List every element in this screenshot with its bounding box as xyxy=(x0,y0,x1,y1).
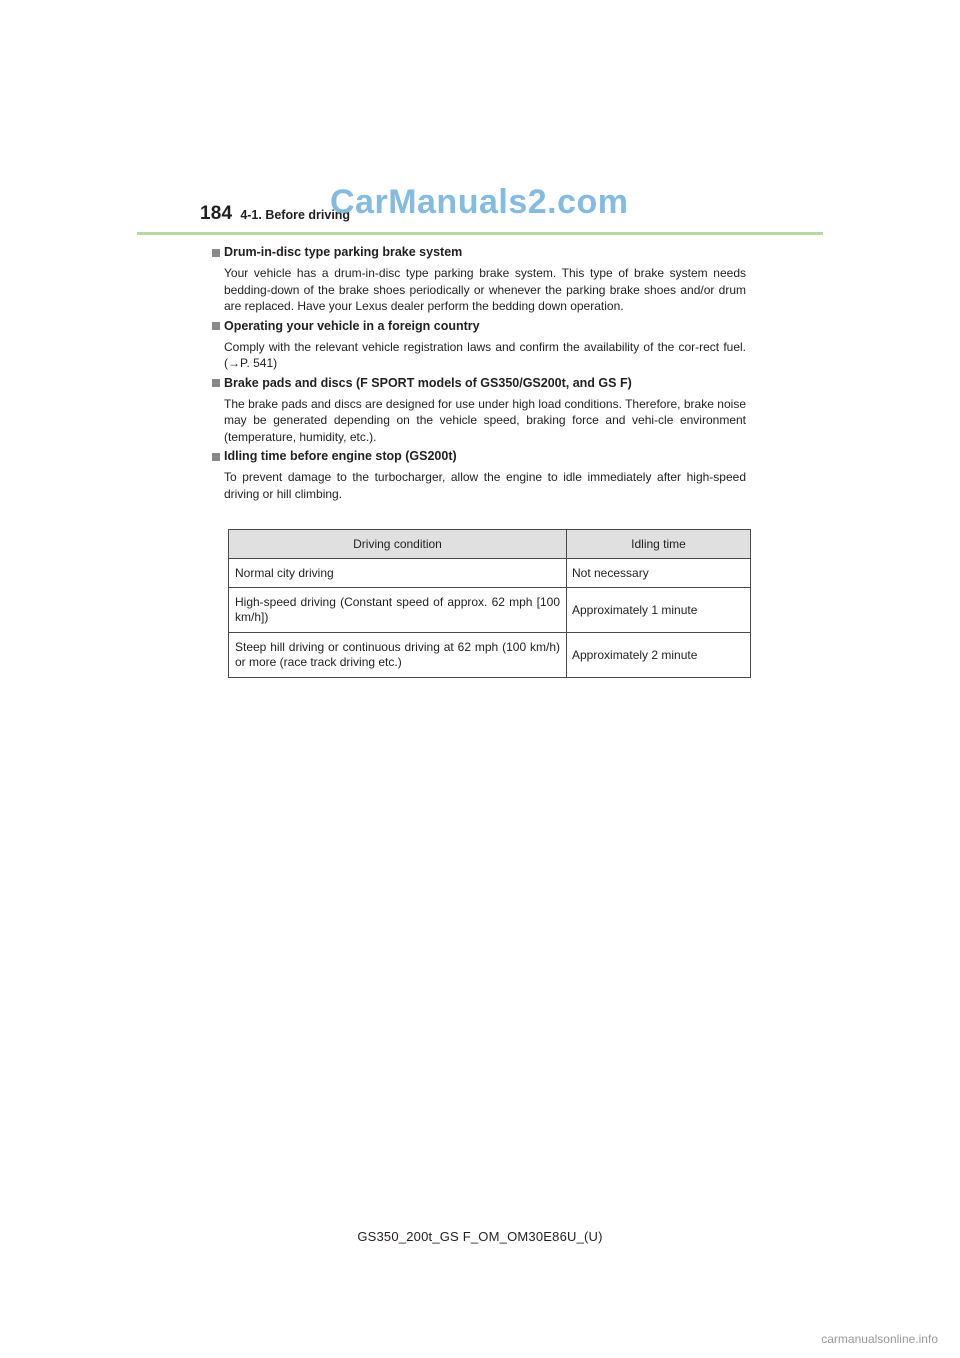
table-header-row xyxy=(229,530,751,559)
bullet-square-icon xyxy=(212,322,220,330)
table-row xyxy=(229,559,751,588)
section-parking-brake xyxy=(212,244,746,315)
table-row xyxy=(229,633,751,678)
page-header xyxy=(200,203,350,225)
table-cell: High-speed driving (Constant speed of approx. 62 mph [100 km/h]) xyxy=(229,588,567,633)
main-content xyxy=(212,244,746,505)
table-cell: Not necessary xyxy=(567,559,751,588)
section-idling-time xyxy=(212,448,746,502)
section-title: Idling time before engine stop (GS200t) xyxy=(224,449,457,463)
table-cell: Approximately 1 minute xyxy=(567,588,751,633)
section-body: To prevent damage to the turbocharger, allow the engine to idle immediately after high-speed driving or hill climbing. xyxy=(224,470,746,501)
section-body: The brake pads and discs are designed for use under high load conditions. Therefore, brake noise may be generated depending on the vehicle speed, braking force and vehi-cle environment (temperature, humidity, etc.). xyxy=(224,396,746,444)
bullet-square-icon xyxy=(212,249,220,257)
table-row xyxy=(229,588,751,633)
chapter-title: 4-1. Before driving xyxy=(240,208,351,222)
document-code: GS350_200t_GS F_OM_OM30E86U_(U) xyxy=(357,1229,603,1244)
header-divider xyxy=(137,232,823,235)
section-title: Brake pads and discs (F SPORT models of GS350/GS200t, and GS F) xyxy=(224,375,632,390)
page-number: 184 xyxy=(200,203,233,224)
watermark-logo[interactable]: CarManuals2.com xyxy=(330,183,629,221)
column-header: Idling time xyxy=(567,530,751,559)
section-body: Comply with the relevant vehicle registration laws and confirm the availability of the cor-rect fuel. (→P. 541) xyxy=(224,339,746,370)
section-body: Your vehicle has a drum-in-disc type parking brake system. This type of brake system needs bedding-down of the brake shoes periodically or whenever the parking brake shoes and/or drum are replaced. Have your Lexus dealer perform the bedding down operation. xyxy=(224,266,746,313)
section-title: Drum-in-disc type parking brake system xyxy=(224,245,463,259)
column-header: Driving condition xyxy=(229,530,567,559)
section-foreign-country xyxy=(212,318,746,372)
bullet-square-icon xyxy=(212,453,220,461)
footer-watermark[interactable]: carmanualsonline.info xyxy=(821,1332,938,1346)
table-cell: Steep hill driving or continuous driving at 62 mph (100 km/h) or more (race track driving etc.) xyxy=(229,633,567,678)
table-cell: Normal city driving xyxy=(229,559,567,588)
bullet-square-icon xyxy=(212,379,220,387)
idling-time-table xyxy=(228,529,751,678)
section-brake-pads xyxy=(212,375,746,446)
table-cell: Approximately 2 minute xyxy=(567,633,751,678)
section-title: Operating your vehicle in a foreign country xyxy=(224,318,480,333)
